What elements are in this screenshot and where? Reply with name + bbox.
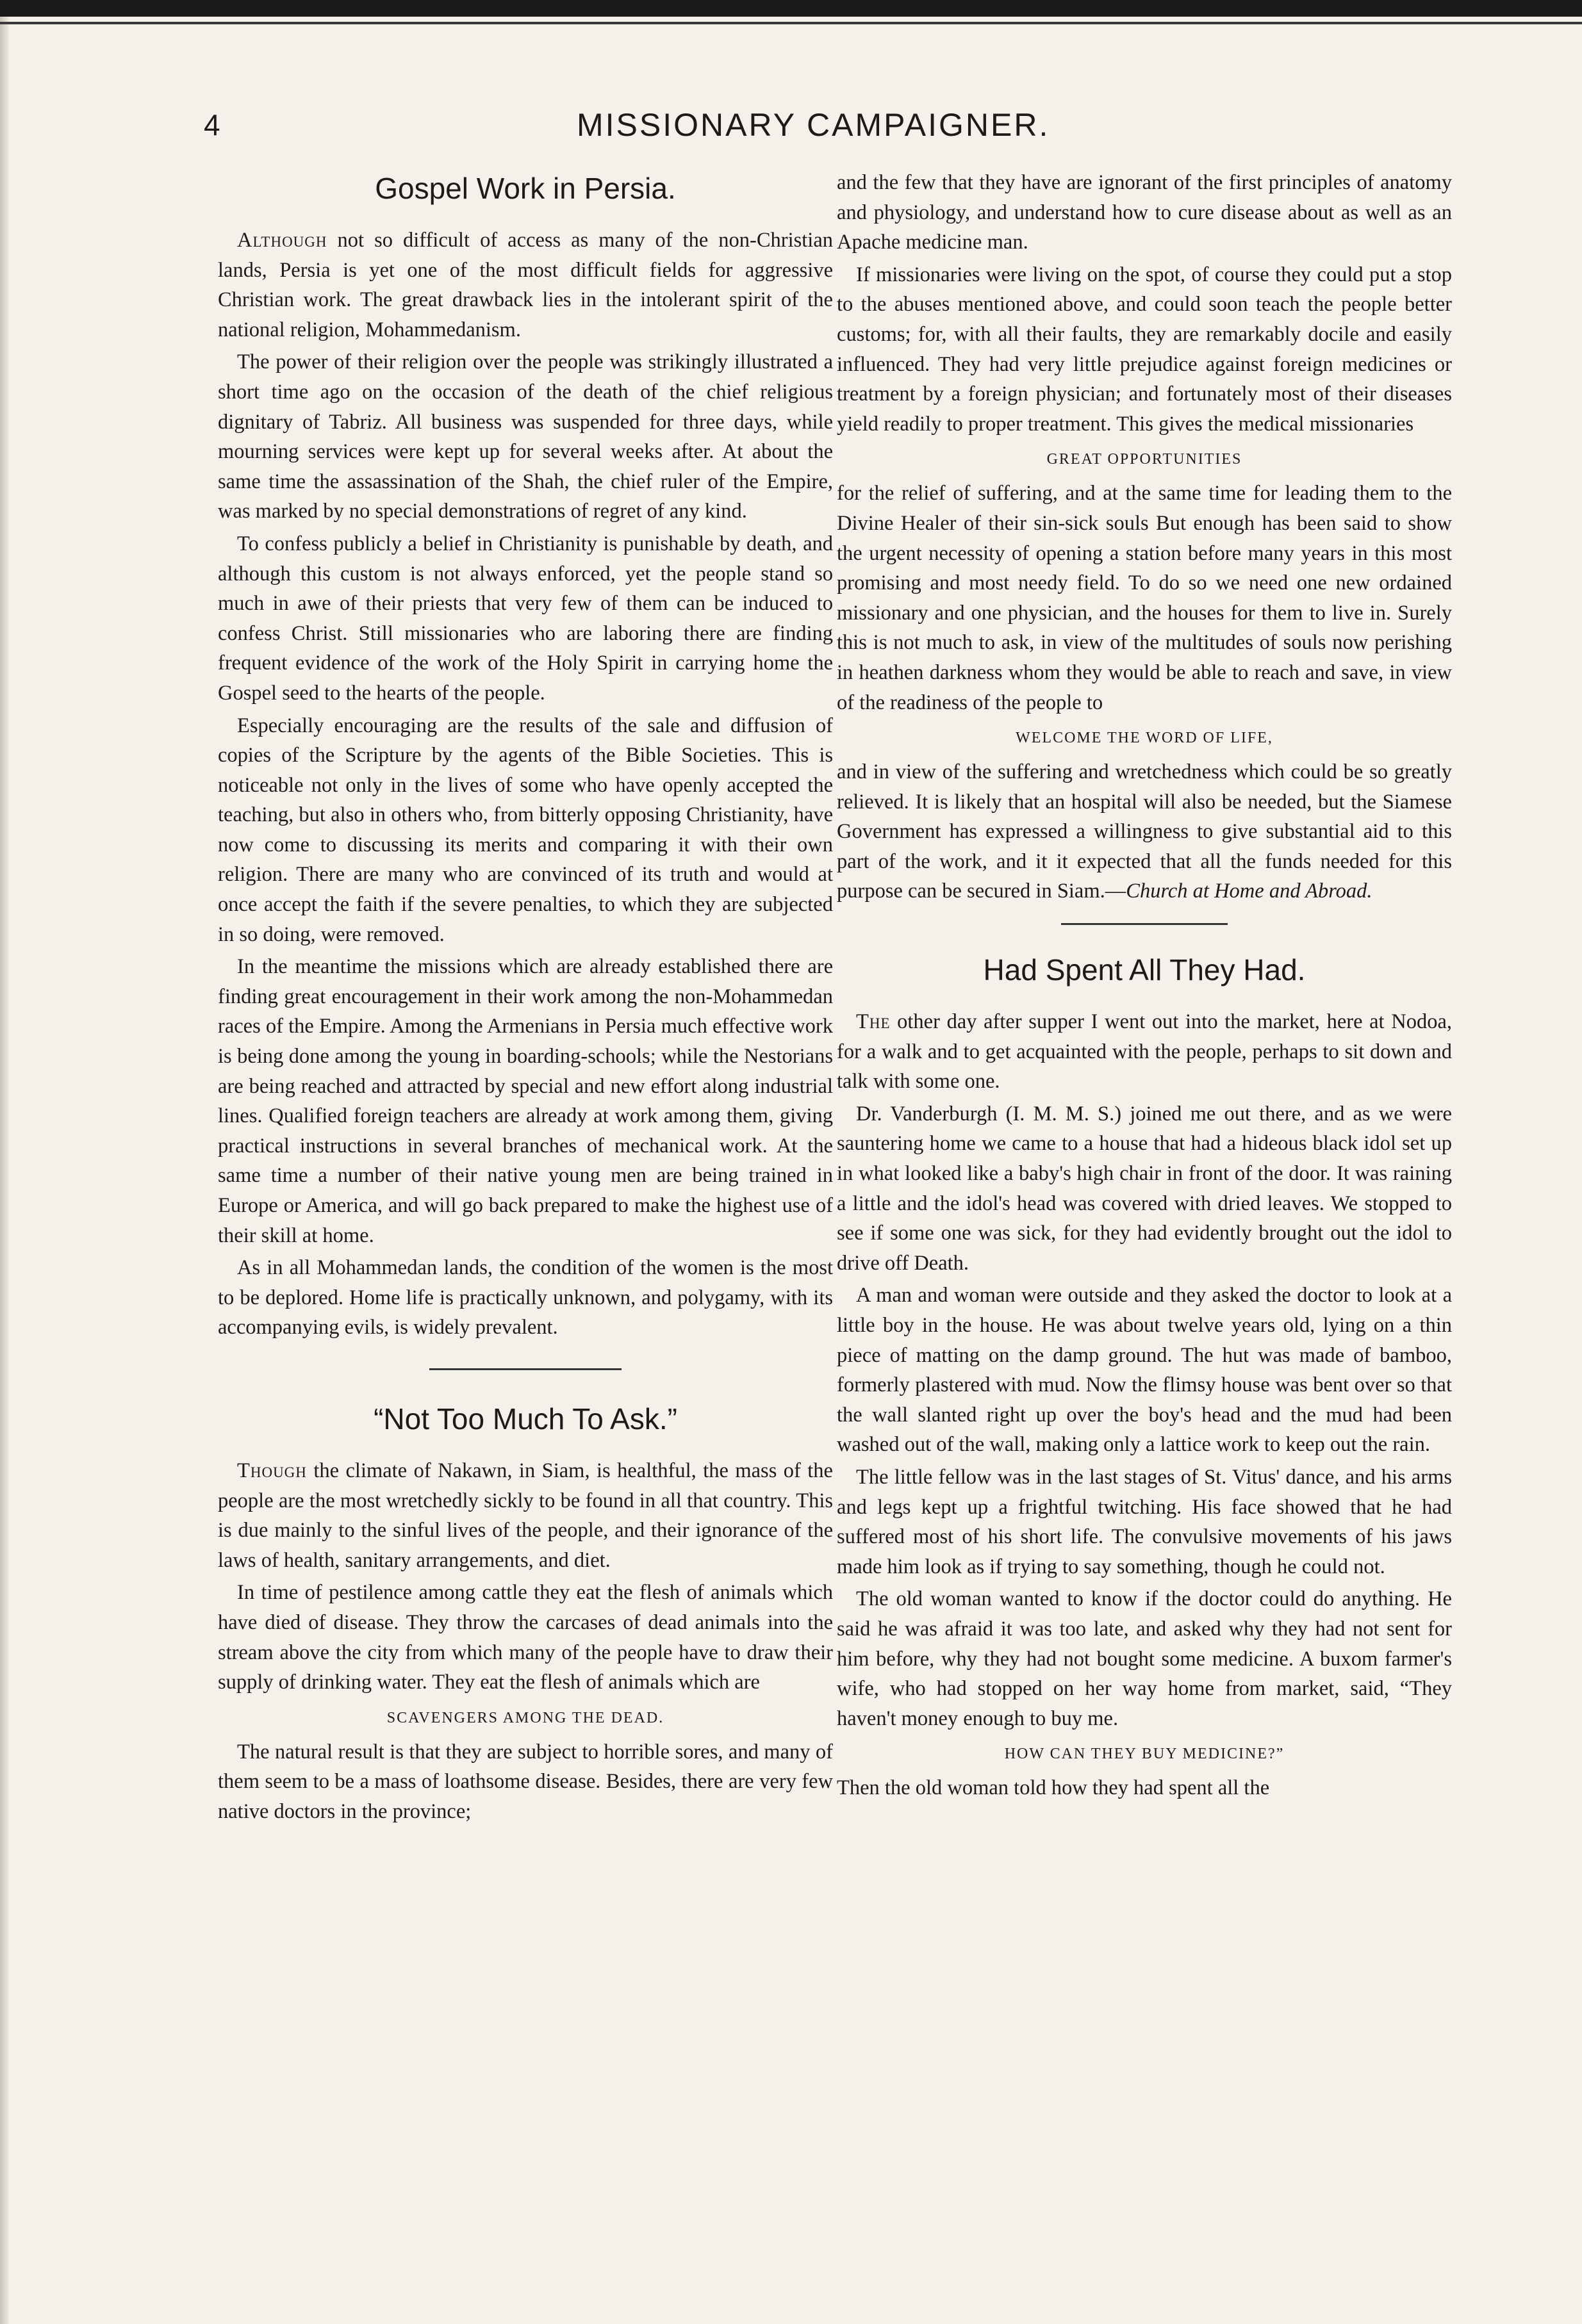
paragraph: for the relief of suffering, and at the same time for leading them to the Divine Healer of their sin-sick souls But enough has been said to show the urgent necessity of opening a station before many years in this most promising and most needy field. To do so we need one new ordained missionary and one physician, and the houses for them to live in. Surely this is not much to ask, in view of the multitudes of souls now perishing in heathen darkness whom they would be able to reach and save, in view of the readiness of the people to bbox=[837, 482, 1452, 714]
paragraph: A man and woman were outside and they asked the doctor to look at a little boy in the house. He was about twelve years old, lying on a thin piece of matting on the damp ground. The hut was made of bamboo, formerly plastered with mud. Now the flimsy house was bent over so that the wall slanted right up over the boy's head and the mud had been washed out of the wall, making only a lattice work to keep out the rain. bbox=[837, 1284, 1452, 1457]
paragraph: The power of their religion over the people was strikingly illustrated a short time ago on the occasion of the death of the chief religious dignitary of Tabriz. All business was suspended for three days, while mourning services were kept up for several weeks after. At about the same time the assassination of the Shah, the chief ruler of the Empire, was marked by no special demonstrations of regret of any kind. bbox=[218, 350, 833, 523]
section-subhead: SCAVENGERS AMONG THE DEAD. bbox=[386, 1709, 664, 1726]
left-column bbox=[218, 168, 833, 1829]
article-title-not-too-much: “Not Too Much To Ask.” bbox=[374, 1402, 677, 1436]
article-divider bbox=[429, 1368, 622, 1370]
paragraph: and in view of the suffering and wretchedness which could be so greatly relieved. It is likely that an hospital will also be needed, but the Siamese Government has expressed a willingness to give substantial aid to this part of the work, and it it expected that all the funds needed for this purpose can be secured in Siam.—Church at Home and Abroad. bbox=[837, 760, 1452, 903]
article-title-persia: Gospel Work in Persia. bbox=[375, 172, 676, 205]
paragraph-continued: and the few that they have are ignorant of the first principles of anatomy and physiology, and understand how to cure disease about as well as an Apache medicine man. bbox=[837, 171, 1452, 254]
paragraph: Although not so difficult of access as many of the non-Christian lands, Persia is yet one of the most difficult fields for aggressive Christian work. The great drawback lies in the intolerant spirit of the national religion, Mohammedanism. bbox=[218, 229, 833, 341]
paragraph: If missionaries were living on the spot, of course they could put a stop to the abuses mentioned above, and could soon teach the people better customs; for, with all their faults, they are remarkably docile and easily influenced. They had very little prejudice against foreign medicines or treatment by a foreign physician; and fortunately most of their diseases yield readily to proper treatment. This gives the medical missionaries bbox=[837, 263, 1452, 436]
top-border-rule-thin bbox=[0, 22, 1582, 24]
article-title-had-spent: Had Spent All They Had. bbox=[983, 953, 1306, 987]
paragraph: In time of pestilence among cattle they eat the flesh of animals which have died of disease. They throw the carcases of dead animals into the stream above the city from which many of the people have to draw their supply of drinking water. They eat the flesh of animals which are bbox=[218, 1581, 833, 1694]
section-subhead: HOW CAN THEY BUY MEDICINE?” bbox=[1004, 1746, 1285, 1763]
running-head: MISSIONARY CAMPAIGNER. bbox=[577, 107, 1050, 143]
paragraph: Especially encouraging are the results of the sale and diffusion of copies of the Scripture by the agents of the Bible Societies. This is noticeable not only in the lives of some who have openly accepted the teaching, but also in others who, from bitterly opposing Christianity, have now come to discussing its merits and comparing it with their own religion. There are many who are convinced of its truth and would at once accept the faith if the severe penalties, to which they are subjected in so doing, were removed. bbox=[218, 714, 833, 946]
right-column bbox=[837, 168, 1452, 1806]
section-subhead: GREAT OPPORTUNITIES bbox=[1046, 451, 1242, 468]
top-border-rule bbox=[0, 0, 1582, 17]
article-divider bbox=[1061, 923, 1228, 925]
paragraph: Dr. Vanderburgh (I. M. M. S.) joined me out there, and as we were sauntering home we came to a house that had a hideous black idol set up in what looked like a baby's high chair in front of the door. It was raining a little and the idol's head was covered with dried leaves. We stopped to see if some one was sick, for they had evidently brought out the idol to drive off Death. bbox=[837, 1102, 1452, 1275]
section-subhead: WELCOME THE WORD OF LIFE, bbox=[1016, 730, 1273, 747]
paragraph: The other day after supper I went out into the market, here at Nodoa, for a walk and to get acquainted with the people, perhaps to sit down and talk with some one. bbox=[837, 1010, 1452, 1093]
paragraph: To confess publicly a belief in Christianity is punishable by death, and although this custom is not always enforced, yet the people stand so much in awe of their priests that very few of them can be induced to confess Christ. Still missionaries who are laboring there are finding frequent evidence of the work of the Holy Spirit in carrying home the Gospel seed to the hearts of the people. bbox=[218, 532, 833, 705]
paragraph: Though the climate of Nakawn, in Siam, is healthful, the mass of the people are the most wretchedly sickly to be found in all that country. This is due mainly to the sinful lives of the people, and their ignorance of the laws of health, sanitary arrangements, and diet. bbox=[218, 1459, 833, 1572]
paragraph: The natural result is that they are subject to horrible sores, and many of them seem to be a mass of loathsome disease. Besides, there are very few native doctors in the province; bbox=[218, 1740, 833, 1823]
source-citation: Church at Home and Abroad. bbox=[1126, 880, 1372, 903]
paragraph: The little fellow was in the last stages of St. Vitus' dance, and his arms and legs kept up a frightful twitching. His face showed that he had suffered most of his short life. The convulsive movements of his jaws made him look as if trying to say something, though he could not. bbox=[837, 1465, 1452, 1578]
paragraph: Then the old woman told how they had spent all the bbox=[837, 1776, 1270, 1800]
paragraph: In the meantime the missions which are already established there are finding great encouragement in their work among the non-Mohammedan races of the Empire. Among the Armenians in Persia much effective work is being done among the young in boarding-schools; while the Nestorians are being reached and attracted by special and new effort along industrial lines. Qualified foreign teachers are already at work among them, giving practical instructions in several branches of mechanical work. At the same time a number of their native young men are being trained in Europe or America, and will go back prepared to make the highest use of their skill at home. bbox=[218, 955, 833, 1247]
page-number: 4 bbox=[204, 108, 220, 142]
page-edge bbox=[0, 0, 9, 2324]
paragraph: The old woman wanted to know if the doctor could do anything. He said he was afraid it was too late, and asked why they had not sent for him before, why they had not bought some medicine. A buxom farmer's wife, who had stopped on her way home from market, said, “They haven't money enough to buy me. bbox=[837, 1587, 1452, 1730]
paragraph: As in all Mohammedan lands, the condition of the women is the most to be deplored. Home life is practically unknown, and polygamy, with its accompanying evils, is widely prevalent. bbox=[218, 1256, 833, 1339]
